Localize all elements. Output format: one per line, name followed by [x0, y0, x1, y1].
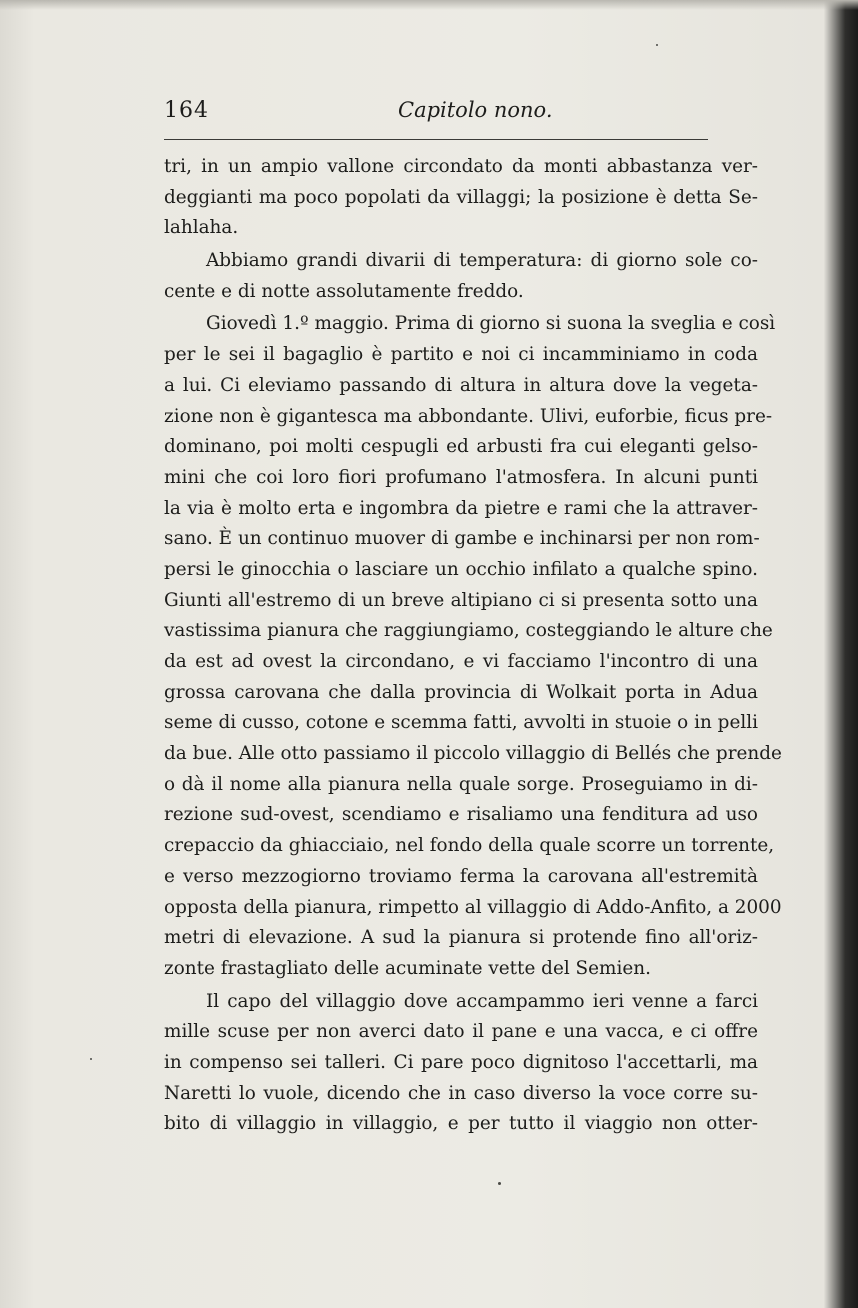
text-line: e verso mezzogiorno troviamo ferma la carovana all'estremità: [164, 865, 758, 887]
text-line: Abbiamo grandi divarii di temperatura: di giorno sole co-: [206, 250, 758, 272]
text-line: da bue. Alle otto passiamo il piccolo villaggio di Bellés che prende: [164, 743, 782, 765]
text-line: Giunti all'estremo di un breve altipiano ci si presenta sotto una: [164, 589, 758, 611]
text-line: tri, in un ampio vallone circondato da monti abbastanza ver-: [164, 156, 758, 177]
text-line: rezione sud-ovest, scendiamo e risaliamo una fenditura ad uso: [164, 804, 758, 826]
text-line: lahlaha.: [164, 217, 239, 239]
text-line: Giovedì 1.º maggio. Prima di giorno si suona la sveglia e così: [206, 313, 776, 335]
running-title: Capitolo nono.: [398, 98, 553, 122]
text-line: vastissima pianura che raggiungiamo, costeggiando le alture che: [164, 620, 773, 642]
body-text: [164, 152, 782, 1140]
text-line: crepaccio da ghiacciaio, nel fondo della quale scorre un torrente,: [164, 835, 775, 857]
page-header: [164, 96, 708, 132]
text-line: o dà il nome alla pianura nella quale sorge. Proseguiamo in di-: [164, 773, 758, 795]
text-line: da est ad ovest la circondano, e vi facciamo l'incontro di una: [164, 651, 758, 672]
text-line: bito di villaggio in villaggio, e per tutto il viaggio non otter-: [164, 1113, 758, 1135]
text-line: dominano, poi molti cespugli ed arbusti fra cui eleganti gelso-: [164, 436, 758, 458]
text-line: metri di elevazione. A sud la pianura si protende fino all'oriz-: [164, 927, 758, 949]
text-line: persi le ginocchia o lasciare un occhio infilato a qualche spino.: [164, 558, 758, 580]
text-line: sano. È un continuo muover di gambe e inchinarsi per non rom-: [164, 528, 760, 550]
paper-speck: [656, 44, 658, 46]
page-number: 164: [164, 98, 209, 123]
text-line: seme di cusso, cotone e scemma fatti, avvolti in stuoie o in pelli: [164, 712, 758, 734]
text-line: mini che coi loro fiori profumano l'atmosfera. In alcuni punti: [164, 466, 758, 488]
text-line: la via è molto erta e ingombra da pietre e rami che la attraver-: [164, 497, 758, 519]
text-line: zonte frastagliato delle acuminate vette del Semien.: [164, 957, 651, 979]
text-line: mille scuse per non averci dato il pane e una vacca, e ci offre: [164, 1021, 758, 1043]
paper-speck: [498, 1182, 501, 1185]
text-line: opposta della pianura, rimpetto al villaggio di Addo-Anfito, a 2000: [164, 896, 782, 918]
text-line: in compenso sei talleri. Ci pare poco dignitoso l'accettarli, ma: [164, 1051, 758, 1073]
text-line: zione non è gigantesca ma abbondante. Ulivi, euforbie, ficus pre-: [164, 405, 773, 427]
text-line: per le sei il bagaglio è partito e noi ci incamminiamo in coda: [164, 344, 758, 366]
text-line: cente e di notte assolutamente freddo.: [164, 280, 524, 302]
text-line: a lui. Ci eleviamo passando di altura in altura dove la vegeta-: [164, 374, 758, 396]
text-line: Il capo del villaggio dove accampammo ieri venne a farci: [206, 990, 758, 1012]
text-line: Naretti lo vuole, dicendo che in caso diverso la voce corre su-: [164, 1082, 758, 1104]
text-line: grossa carovana che dalla provincia di Wolkait porta in Adua: [164, 681, 758, 703]
header-rule: [164, 139, 708, 140]
paper-speck: [90, 1058, 92, 1060]
text-line: deggianti ma poco popolati da villaggi; la posizione è detta Se-: [164, 186, 758, 208]
page-edge-shadow: [0, 0, 858, 10]
